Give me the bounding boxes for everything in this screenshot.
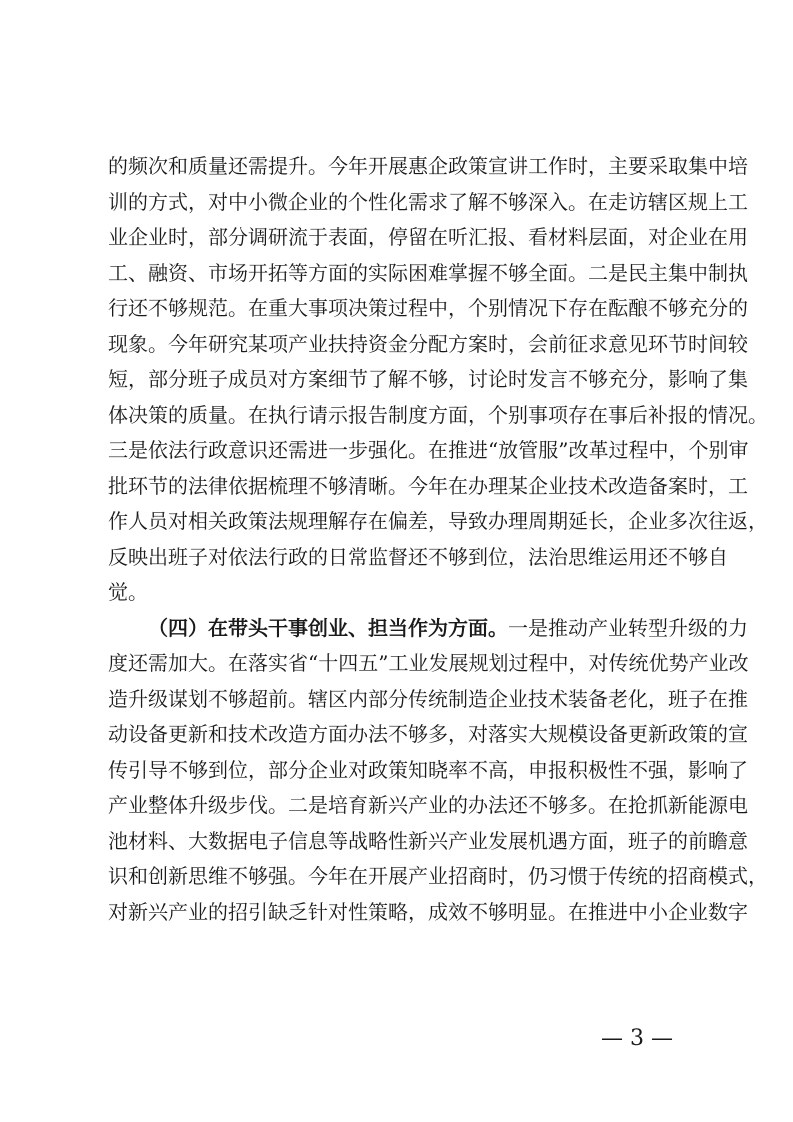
- text-line: 批环节的法律依据梳理不够清晰。今年在办理某企业技术改造备案时，工: [108, 473, 748, 498]
- text-line: 动设备更新和技术改造方面办法不够多，对落实大规模设备更新政策的宣: [108, 722, 748, 746]
- text-line: 业企业时，部分调研流于表面，停留在听汇报、看材料层面，对企业在用: [108, 225, 748, 249]
- text-line: 工、融资、市场开拓等方面的实际困难掌握不够全面。二是民主集中制执: [108, 260, 748, 285]
- text-line: 的频次和质量还需提升。今年开展惠企政策宣讲工作时，主要采取集中培: [108, 154, 748, 178]
- text-line: 度还需加大。在落实省“十四五”工业发展规划过程中，对传统优势产业改: [108, 651, 749, 675]
- text-line: 反映出班子对依法行政的日常监督还不够到位，法治思维运用还不够自: [108, 544, 728, 569]
- text-line: 体决策的质量。在执行请示报告制度方面，个别事项存在事后补报的情况。: [108, 402, 768, 427]
- text-line: 造升级谋划不够超前。辖区内部分传统制造企业技术装备老化，班子在推: [108, 686, 748, 711]
- text-line: 对新兴产业的招引缺乏针对性策略，成效不够明显。在推进中小企业数字: [108, 899, 748, 924]
- text-line: 池材料、大数据电子信息等战略性新兴产业发展机遇方面，班子的前瞻意: [108, 828, 748, 853]
- text-line: 觉。: [108, 580, 148, 604]
- section-heading: （四）在带头干事创业、担当作为方面。: [148, 615, 508, 640]
- page-number: — 3 —: [601, 1026, 673, 1051]
- section-heading-line: [108, 611, 748, 647]
- text-line: 传引导不够到位，部分企业对政策知晓率不高，申报积极性不强，影响了: [108, 757, 748, 782]
- text-line: 识和创新思维不够强。今年在开展产业招商时，仍习惯于传统的招商模式，: [108, 864, 768, 888]
- body-text: [108, 149, 768, 930]
- text-line: 现象。今年研究某项产业扶持资金分配方案时，会前征求意见环节时间较: [108, 331, 748, 356]
- text-line: 三是依法行政意识还需进一步强化。在推进“放管服”改革过程中，个别审: [108, 438, 749, 462]
- text-line: 行还不够规范。在重大事项决策过程中，个别情况下存在酝酿不够充分的: [108, 296, 748, 320]
- text-line: 作人员对相关政策法规理解存在偏差，导致办理周期延长，企业多次往返，: [108, 509, 768, 533]
- text-line: 产业整体升级步伐。二是培育新兴产业的办法还不够多。在抢抓新能源电: [108, 793, 748, 817]
- section-heading-rest: 一是推动产业转型升级的力: [508, 615, 748, 640]
- text-line: 短，部分班子成员对方案细节了解不够，讨论时发言不够充分，影响了集: [108, 367, 748, 391]
- text-line: 训的方式，对中小微企业的个性化需求了解不够深入。在走访辖区规上工: [108, 189, 748, 214]
